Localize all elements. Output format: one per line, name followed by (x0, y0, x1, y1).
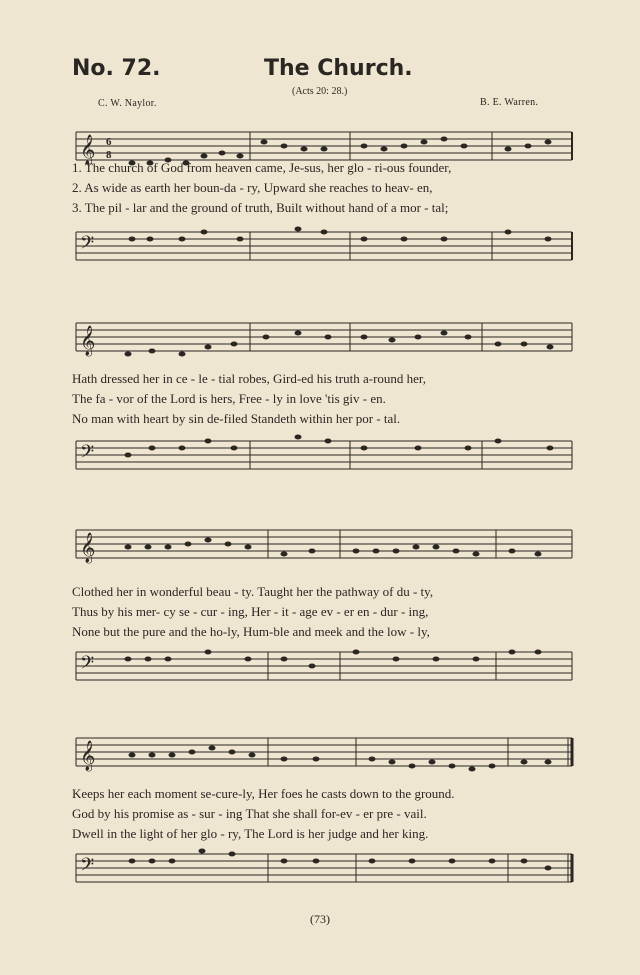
composer: B. E. Warren. (480, 97, 539, 108)
scripture-reference: (Acts 20: 28.) (292, 86, 348, 97)
treble-staff-notation (72, 520, 576, 570)
svg-text:𝄢: 𝄢 (80, 441, 95, 466)
lyric-verse-2: 2. As wide as earth her boun-da - ry, Upward she reaches to heav- en, (72, 180, 433, 195)
svg-text:𝄞: 𝄞 (80, 741, 96, 770)
bass-staff-notation (72, 431, 576, 481)
lyric-verse-3: 3. The pil - lar and the ground of truth, Built without hand of a mor - tal; (72, 200, 449, 215)
treble-staff (72, 313, 576, 363)
lyric-verse-2: Thus by his mer- cy se - cur - ing, Her - it - age ev - er en - dur - ing, (72, 604, 429, 619)
lyric-verse-1: Keeps her each moment se-cure-ly, Her foes he casts down to the ground. (72, 786, 455, 801)
lyric-verse-1: Hath dressed her in ce - le - tial robes, Gird-ed his truth a-round her, (72, 371, 426, 386)
svg-text:𝄢: 𝄢 (80, 652, 95, 677)
lyric-verse-3: No man with heart by sin de-filed Standeth within her por - tal. (72, 411, 401, 426)
treble-staff-notation (72, 728, 576, 778)
svg-text:𝄞: 𝄞 (80, 326, 96, 355)
page-number: (73) (310, 912, 330, 926)
svg-text:8: 8 (106, 149, 112, 161)
svg-text:𝄢: 𝄢 (80, 854, 95, 879)
bass-staff (72, 431, 576, 481)
bass-staff (72, 642, 576, 692)
hymn-title: The Church. (264, 56, 413, 81)
treble-staff (72, 728, 576, 778)
lyric-verse-1: Clothed her in wonderful beau - ty. Taught her the pathway of du - ty, (72, 584, 434, 599)
lyricist: C. W. Naylor. (98, 98, 157, 109)
svg-text:6: 6 (106, 136, 112, 148)
lyric-verse-3: None but the pure and the ho-ly, Hum-ble and meek and the low - ly, (72, 624, 430, 639)
lyric-verse-2: God by his promise as - sur - ing That she shall for-ev - er pre - vail. (72, 806, 427, 821)
bass-staff-notation (72, 222, 576, 272)
bass-staff (72, 222, 576, 272)
lyric-verse-3: Dwell in the light of her glo - ry, The Lord is her judge and her king. (72, 826, 429, 841)
lyric-verse-1: 1. The church of God from heaven came, Je-sus, her glo - ri-ous founder, (72, 160, 452, 175)
bass-staff-notation (72, 642, 576, 692)
lyric-verse-2: The fa - vor of the Lord is hers, Free - ly in love 'tis giv - en. (72, 391, 386, 406)
svg-text:𝄞: 𝄞 (80, 533, 96, 562)
hymn-number: No. 72. (72, 56, 161, 81)
bass-staff-notation (72, 844, 576, 894)
bass-staff (72, 844, 576, 894)
treble-staff-notation (72, 313, 576, 363)
treble-staff (72, 520, 576, 570)
svg-text:𝄢: 𝄢 (80, 232, 95, 257)
svg-text:𝄞: 𝄞 (80, 135, 96, 165)
